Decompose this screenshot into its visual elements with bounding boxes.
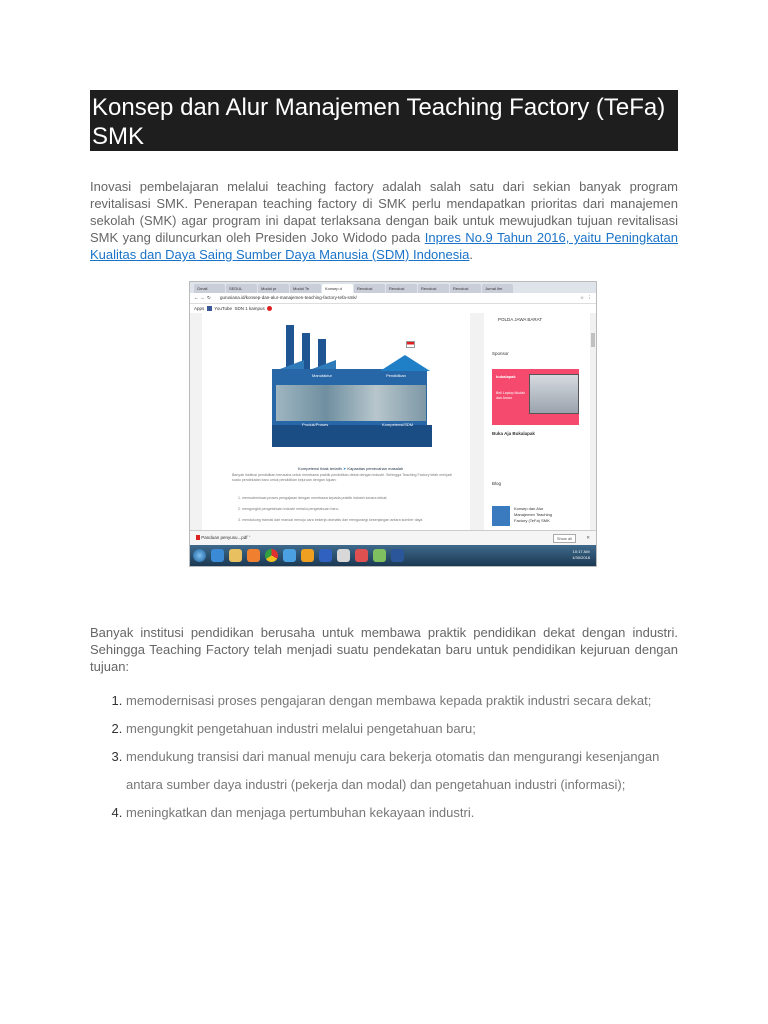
address-url[interactable]: gurusiana.id/konsep-dan-alur-manajemen-teaching-factory-tefa-smk/	[220, 295, 357, 300]
list-item	[126, 690, 714, 712]
app-icon[interactable]	[355, 549, 368, 562]
embedded-screenshot	[189, 281, 597, 567]
reload-icon[interactable]: ↻	[207, 295, 211, 300]
body-paragraph: Banyak institusi pendidikan berusaha untuk membawa praktik pendidikan dekat dengan industri. Sehingga Teaching Factory telah menjadi suatu pendekatan baru untuk pendidikan kejuruan dengan tujuan:	[90, 625, 678, 674]
show-all-button[interactable]: Show all	[553, 534, 576, 543]
bookmark-youtube[interactable]: YouTube	[214, 306, 232, 311]
label-kompetensi: Kompetensi/SDM	[382, 422, 414, 427]
arrow-row	[298, 466, 403, 471]
start-button-icon[interactable]	[193, 549, 206, 562]
school-roof	[380, 355, 430, 371]
article-point: 1. memodernisasi proses pengajaran dengan membawa kepada praktik industri secara dekat;	[238, 496, 388, 500]
browser-tab[interactable]: Modul Te	[290, 284, 321, 293]
star-icon[interactable]: ☆	[579, 295, 584, 300]
sponsor-tagline: Beli Laptop Mudah dan Aman	[496, 391, 526, 400]
browser-tab[interactable]: SEDUL	[226, 284, 257, 293]
arrow-right-icon: ➤	[342, 466, 347, 471]
label-pendidikan: Pendidikan	[386, 373, 406, 378]
browser-tabs	[190, 282, 596, 293]
media-player-icon[interactable]	[247, 549, 260, 562]
app-icon[interactable]	[283, 549, 296, 562]
classroom-photo	[276, 385, 426, 421]
bookmark-sdn[interactable]: SDN 1 kampus	[234, 306, 265, 311]
inpres-link[interactable]: Inpres No.9 Tahun 2016, yaitu Peningkatan Kualitas dan Daya Saing Sumber Daya Manusia (SDM) Indonesia	[90, 230, 678, 262]
label-manufaktur: Manufaktur	[312, 373, 333, 378]
article-point: 2. mengungkit pengetahuan industri melalui pengetahuan baru;	[238, 507, 339, 511]
bookmark-apps[interactable]: Apps	[194, 306, 205, 311]
browser-tab-active[interactable]: Konsep d	[322, 284, 353, 293]
sidebar-header: POLDA JAWA BARAT	[498, 317, 543, 322]
browser-tab[interactable]: Jurnal Ilm	[482, 284, 513, 293]
list-item	[126, 718, 714, 740]
article-paragraph: Banyak institusi pendidikan berusaha untuk membawa praktik pendidikan dekat dengan industri. Sehingga Teaching Factory telah menjadi suatu pendekatan baru untuk pendidikan kejuruan dengan tujuan:	[232, 473, 452, 482]
blog-label: Blog	[492, 481, 502, 486]
sponsor-title[interactable]: Buka Aja Bukalapak	[492, 431, 535, 436]
explorer-icon[interactable]	[229, 549, 242, 562]
scroll-thumb[interactable]	[591, 333, 595, 347]
app-icon[interactable]	[301, 549, 314, 562]
app-icon[interactable]	[337, 549, 350, 562]
pdf-icon	[196, 535, 200, 540]
browser-page	[190, 313, 596, 530]
teaching-factory-illustration	[272, 325, 432, 449]
record-icon[interactable]	[267, 306, 272, 311]
laptop-image	[529, 374, 579, 414]
label-produk: Produk/Proses	[302, 422, 329, 427]
download-file[interactable]: Panduan penyusu...pdf ˆ	[196, 531, 250, 545]
chimney	[286, 325, 294, 371]
list-item	[126, 746, 714, 796]
goals-list	[90, 690, 714, 830]
app-icon[interactable]	[373, 549, 386, 562]
app-icon[interactable]	[319, 549, 332, 562]
article-point: 3. mendukung transisi dari manual menuju cara bekerja otomatis dan mengurangi kesenjangan antara sumber daya	[238, 518, 423, 522]
download-filename: Panduan penyusu...pdf	[201, 535, 248, 540]
download-bar	[190, 530, 596, 545]
ie-icon[interactable]	[211, 549, 224, 562]
blog-thumbnail[interactable]	[492, 506, 510, 526]
menu-icon[interactable]: ⋮	[587, 295, 592, 300]
sidebar	[484, 313, 594, 530]
browser-tab[interactable]: Revolusi	[418, 284, 449, 293]
forward-arrow-icon[interactable]: →	[200, 295, 205, 300]
list-item-text: mendukung transisi dari manual menuju cara bekerja otomatis dan mengurangi kesenjangan	[126, 749, 660, 764]
arrow-text-left: Kompetensi tidak terlatih	[298, 466, 342, 471]
list-item-text: memodernisasi proses pengajaran dengan membawa kepada praktik industri secara dekat;	[126, 693, 652, 708]
clock-date: 1/30/2018	[572, 555, 590, 560]
list-item-text: mengungkit pengetahuan industri melalui pengetahuan baru;	[126, 721, 476, 736]
intro-paragraph	[90, 178, 678, 263]
scrollbar[interactable]	[590, 313, 596, 530]
intro-text: Inovasi pembelajaran melalui teaching factory adalah salah satu dari sekian banyak program revitalisasi SMK. Penerapan teaching factory di SMK perlu mendapatkan prioritas dari manajemen sekolah (SMK) agar program ini dapat terlaksana dengan baik untuk mewujudkan tujuan revitalisasi SMK yang diluncurkan oleh Presiden Joko Widodo pada	[90, 179, 678, 245]
page-title: Konsep dan Alur Manajemen Teaching Factory (TeFa) SMK	[90, 90, 678, 151]
browser-tab[interactable]: Revolusi	[450, 284, 481, 293]
address-bar[interactable]	[190, 293, 596, 304]
arrow-text-right: Kapasitas pemecahan masalah	[347, 466, 404, 471]
facebook-icon[interactable]	[207, 306, 212, 311]
factory-base	[272, 425, 432, 447]
browser-tab[interactable]: Modul pr	[258, 284, 289, 293]
browser-tab[interactable]: Revolusi	[354, 284, 385, 293]
browser-tab[interactable]: Gmail	[194, 284, 225, 293]
intro-end: .	[469, 247, 473, 262]
list-item-continuation: antara sumber daya industri (pekerja dan modal) dan pengetahuan industri (informasi);	[126, 777, 626, 792]
list-item	[126, 802, 714, 824]
sponsor-banner[interactable]	[492, 369, 579, 425]
flag-icon	[406, 341, 415, 348]
clock-time: 10:17 AM	[572, 549, 590, 554]
system-clock[interactable]	[572, 549, 590, 561]
blog-post-title[interactable]: Konsep dan Alur Manajemen Teaching Factory (TeFa) SMK	[514, 506, 552, 523]
sponsor-brand: bukalapak	[496, 374, 516, 379]
taskbar	[190, 545, 596, 566]
word-icon[interactable]	[391, 549, 404, 562]
sponsor-label: Sponsor	[492, 351, 509, 356]
chrome-icon[interactable]	[265, 549, 278, 562]
browser-tab[interactable]: Revolusi	[386, 284, 417, 293]
list-item-text: meningkatkan dan menjaga pertumbuhan kekayaan industri.	[126, 805, 475, 820]
close-icon[interactable]: ✕	[586, 535, 590, 540]
back-arrow-icon[interactable]: ←	[194, 295, 199, 300]
article-column	[202, 313, 470, 530]
